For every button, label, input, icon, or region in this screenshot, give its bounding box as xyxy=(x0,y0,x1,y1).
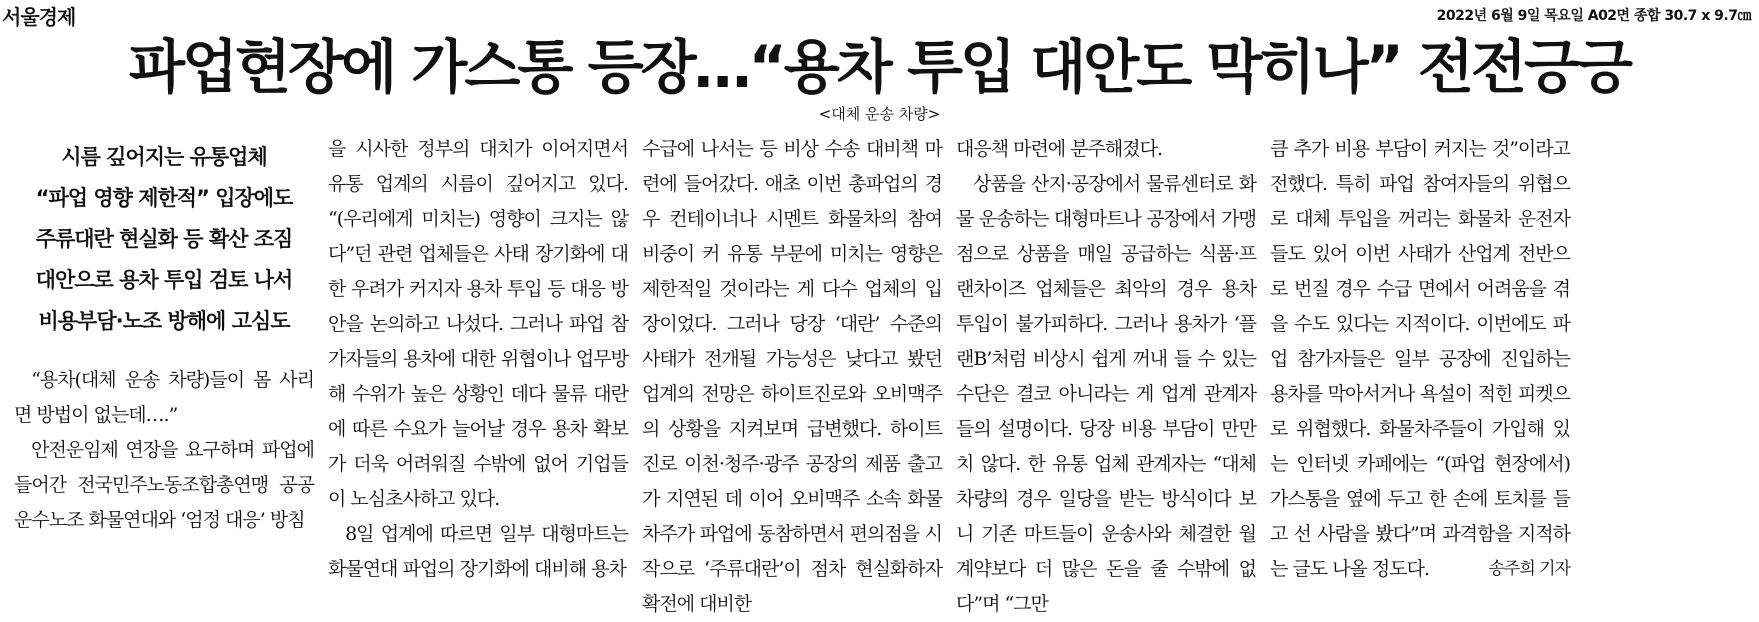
masthead xyxy=(0,0,1759,28)
byline: 송주희 기자 xyxy=(1488,559,1570,579)
body-paragraph: 수급에 나서는 등 비상 수송 대비책 마련에 들어갔다. 애초 이번 총파업의 경우 컨테이너나 시멘트 화물차의 참여 비중이 커 유통 부문에 미치는 영향은 제한적일 것이라는 게 다수 업체의 입장이었다. 그러나 당장 ‘대란’ 수준의 사태가 전개될 가능성은 낮다고 봤던 업계의 전망은 하이트진로와 오비맥주의 상황을 지켜보며 급변했다. 하이트진로 이천·청주·광주 공장의 제품 출고가 지연된 데 이어 오비맥주 소속 화물차주가 파업에 동참하면서 편의점을 시작으로 ‘주류대란’이 점차 현실화하자 확전에 대비한 xyxy=(642,138,942,615)
edition-info: 2022년 6월 9일 목요일 A02면 종합 30.7 x 9.7㎝ xyxy=(1436,8,1751,24)
body-paragraph: 대응책 마련에 분주해졌다. xyxy=(956,138,1163,160)
subheadline: 비용부담·노조 방해에 고심도 xyxy=(38,309,290,333)
article-column-2 xyxy=(328,132,628,587)
body-paragraph: 8일 업계에 따르면 일부 대형마트는 화물연대 파업의 장기화에 대비해 용차 xyxy=(328,523,628,580)
article-column-5 xyxy=(1270,132,1570,587)
article-column-1 xyxy=(14,132,314,538)
photo-caption: <대체 운송 차량> xyxy=(818,105,941,123)
body-text: 큼 추가 비용 부담이 커지는 것”이라고 전했다. 특히 파업 참여자들의 위협으로 대체 투입을 꺼리는 화물차 운전자들도 있어 이번 사태가 산업계 전반으로 번질 경우 수급 면에서 어려움을 겪을 수도 있다는 지적이다. 이번에도 파업 참가자들은 일부 공장에 진입하는 용차를 막아서거나 욕설이 적힌 피켓으로 위협했다. 화물차주들이 가입해 있는 인터넷 카페에는 “(파업 현장에서) 가스통을 옆에 두고 한 손에 토치를 들고 선 사람을 봤다”며 과격함을 지적하는 글도 나올 정도다. xyxy=(1270,138,1570,580)
body-paragraph: 을 시사한 정부의 대치가 이어지면서 유통 업계의 시름이 깊어지고 있다. “(우리에게 미치는) 영향이 크지는 않다”던 관련 업체들은 사태 장기화에 대한 우려가 커지자 용차 투입 등 대응 방안을 논의하고 나섰다. 그러나 파업 참가자들의 용차에 대한 위협이나 업무방해 수위가 높은 상황인 데다 물류 대란에 따른 수요가 늘어날 경우 용차 확보가 더욱 어려워질 수밖에 없어 기업들이 노심초사하고 있다. xyxy=(328,138,628,510)
subheadline: 대안으로 용차 투입 검토 나서 xyxy=(35,268,293,292)
subheadline: 시름 깊어지는 유통업체 xyxy=(61,145,267,169)
subheadlines xyxy=(14,137,314,342)
body-paragraph: “용차(대체 운송 차량)들이 몸 사리면 방법이 없는데….” xyxy=(14,369,314,426)
article-headline: 파업현장에 가스통 등장…“용차 투입 대안도 막히나” 전전긍긍 xyxy=(128,33,1631,101)
body-paragraph: 안전운임제 연장을 요구하며 파업에 들어간 전국민주노동조합총연맹 공공운수노조 화물연대와 ‘엄정 대응’ 방침 xyxy=(14,439,314,531)
article-column-3 xyxy=(642,132,942,622)
body-paragraph: 상품을 산지·공장에서 물류센터로 화물 운송하는 대형마트나 공장에서 가맹점으로 상품을 매일 공급하는 식품·프랜차이즈 업체들은 최악의 경우 용차 투입이 불가피하다. 그러나 용차가 ‘플랜B’처럼 비상시 쉽게 꺼내 들 수 있는 수단은 결코 아니라는 게 업계 관계자들의 설명이다. 당장 비용 부담이 만만치 않다. 한 유통 업체 관계자는 “대체 차량의 경우 일당을 받는 방식이다 보니 기존 마트들이 운송사와 체결한 월 계약보다 더 많은 돈을 줄 수밖에 없다”며 “그만 xyxy=(956,173,1256,615)
subheadline: 주류대란 현실화 등 확산 조짐 xyxy=(35,227,293,251)
subheadline: “파업 영향 제한적” 입장에도 xyxy=(35,186,293,210)
newspaper-name: 서울경제 xyxy=(2,5,76,29)
body-paragraph xyxy=(1270,132,1570,587)
article-column-4 xyxy=(956,132,1256,622)
